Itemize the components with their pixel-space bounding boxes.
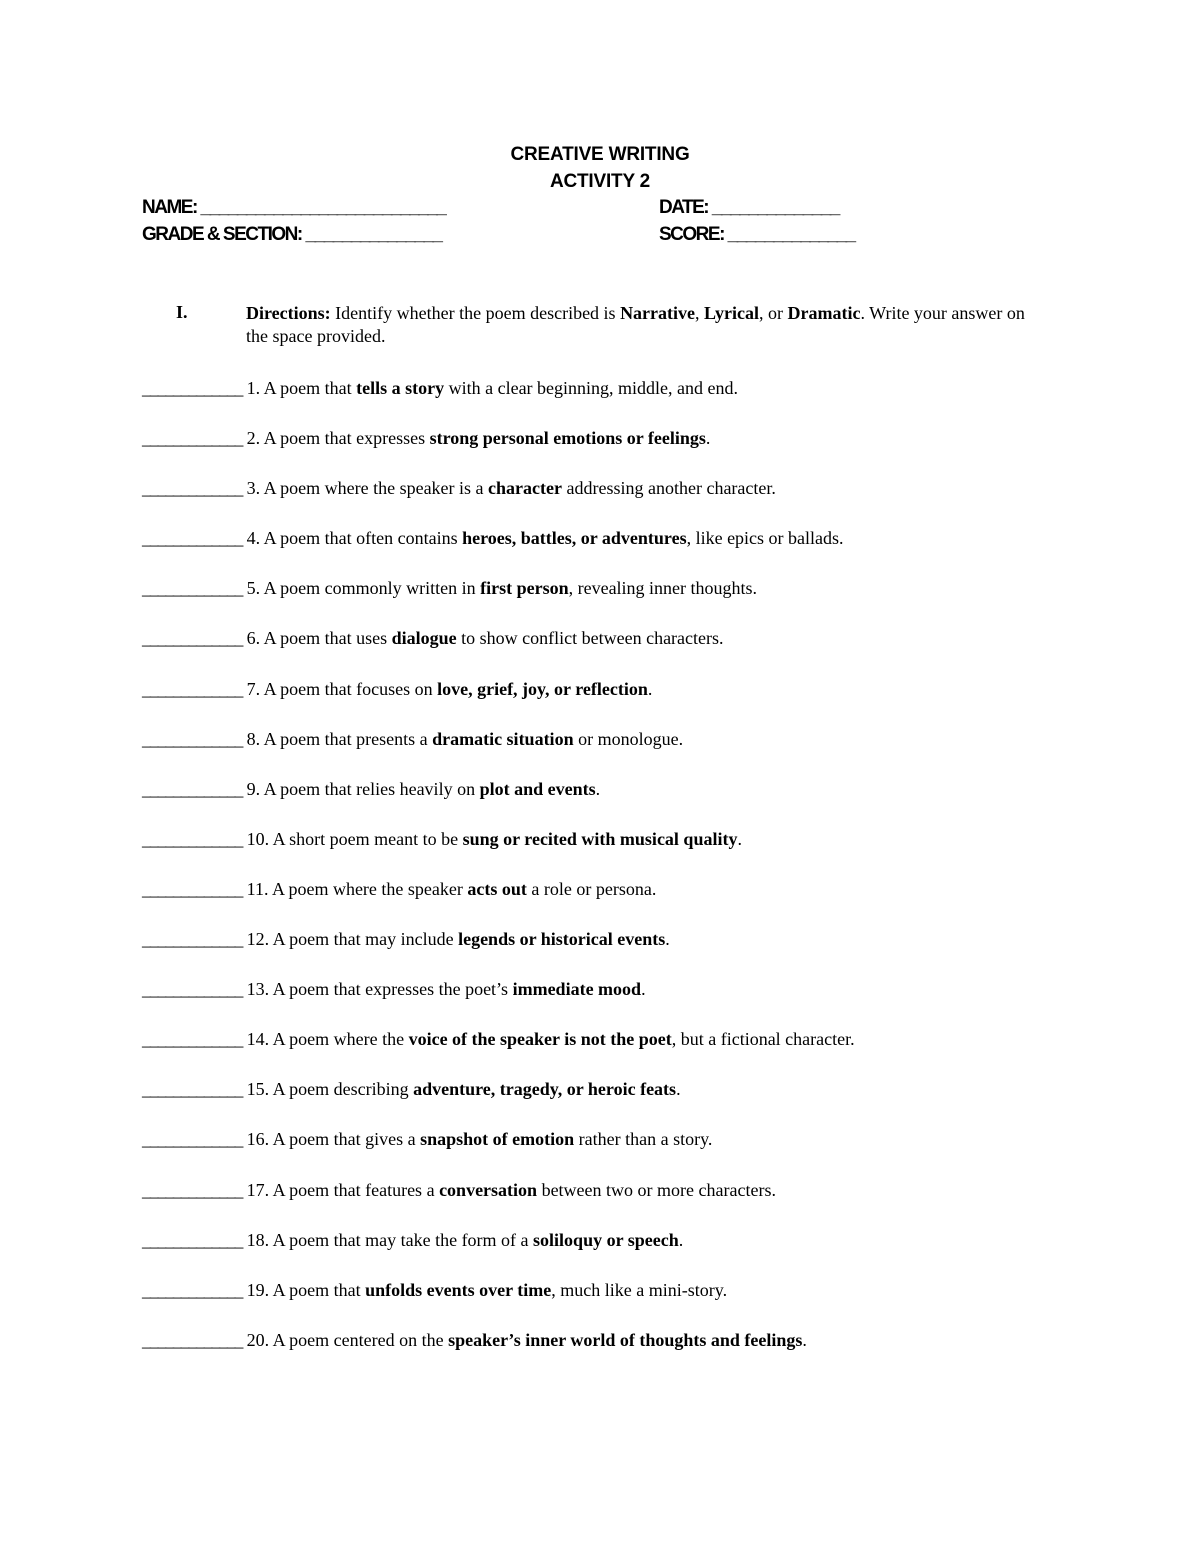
answer-blank[interactable]: _____________ [142,378,243,398]
date-label: DATE: ______________ [659,197,839,218]
question-text: . [705,428,711,449]
question-keyword: character [488,478,562,499]
question-keyword: first person [480,578,569,599]
question-text: . [647,678,653,699]
answer-blank[interactable]: _____________ [142,628,243,649]
question-text: 1. A poem that [242,378,357,398]
answer-blank[interactable]: _____________ [142,979,243,1000]
answer-blank[interactable]: _____________ [142,878,243,899]
question-item [142,526,1142,576]
answer-blank[interactable]: _____________ [142,1229,243,1250]
question-text: 16. A poem that gives a [242,1129,421,1150]
question-text: 8. A poem that presents a [242,728,433,749]
question-text: with a clear beginning, middle, and end. [444,378,739,398]
name-label: NAME: ___________________________ [142,197,446,218]
separator: , or [759,303,788,323]
question-item [142,727,1142,777]
question-text: . [737,828,742,849]
question-text: . [665,929,670,950]
question-keyword: tells a story [356,378,445,398]
term-dramatic: Dramatic [787,303,861,323]
answer-blank[interactable]: _____________ [142,929,243,950]
question-keyword: dialogue [391,628,457,649]
question-text: 20. A poem centered on the [242,1329,449,1350]
directions-text: . Write your answer on the space provided. [246,303,1025,346]
answer-blank[interactable]: _____________ [142,1079,243,1100]
question-text: . [595,778,601,799]
question-text: 7. A poem that focuses on [242,678,438,699]
question-list [142,376,1142,1378]
question-text: , but a fictional character. [671,1029,855,1050]
question-item [142,476,1142,526]
answer-blank[interactable]: _____________ [142,1179,243,1200]
question-keyword: immediate mood [512,979,642,1000]
question-text: to show conflict between characters. [456,628,724,649]
directions-label: Directions: [246,303,331,323]
answer-blank[interactable]: _____________ [142,528,243,549]
question-item [142,827,1142,877]
question-text: . [641,979,646,1000]
question-item [142,426,1142,476]
question-keyword: love, grief, joy, or reflection [437,678,648,699]
question-text: 10. A short poem meant to be [242,828,463,849]
answer-blank[interactable]: _____________ [142,678,243,699]
question-text: 15. A poem describing [242,1079,414,1100]
answer-blank[interactable]: _____________ [142,428,243,449]
answer-blank[interactable]: _____________ [142,778,243,799]
question-text: . [802,1329,807,1350]
question-item [142,877,1142,927]
question-text: a role or persona. [526,878,657,899]
question-keyword: soliloquy or speech [533,1229,679,1250]
grade-section-label: GRADE & SECTION: _______________ [142,224,442,245]
question-text: 14. A poem where the [242,1029,409,1050]
question-keyword: unfolds events over time [365,1279,552,1300]
worksheet-title: CREATIVE WRITING [510,144,690,165]
question-text: , revealing inner thoughts. [568,578,758,599]
score-label: SCORE: ______________ [659,224,855,245]
question-keyword: legends or historical events [458,929,666,950]
answer-blank[interactable]: _____________ [142,828,243,849]
question-text: 11. A poem where the speaker [242,878,468,899]
answer-blank[interactable]: _____________ [142,1029,243,1050]
question-text: . [676,1079,681,1100]
question-text: 6. A poem that uses [242,628,392,649]
question-text: between two or more characters. [537,1179,776,1200]
question-text: or monologue. [573,728,684,749]
question-item [142,1278,1142,1328]
question-keyword: dramatic situation [432,728,574,749]
question-text: 19. A poem that [242,1279,366,1300]
question-item [142,1127,1142,1177]
question-item [142,1027,1142,1077]
question-text: addressing another character. [562,478,776,499]
question-item [142,576,1142,626]
question-text: 17. A poem that features a [242,1179,440,1200]
question-text: 3. A poem where the speaker is a [242,478,489,499]
answer-blank[interactable]: _____________ [142,1329,243,1350]
question-keyword: plot and events [479,778,596,799]
date-field[interactable] [659,197,839,219]
question-text: . [678,1229,684,1250]
directions [246,302,1046,348]
question-item [142,1077,1142,1127]
answer-blank[interactable]: _____________ [142,578,243,599]
section-number: I. [176,302,188,322]
term-narrative: Narrative [620,303,696,323]
activity-subtitle: ACTIVITY 2 [549,171,651,192]
question-item [142,626,1142,676]
question-text: 12. A poem that may include [242,929,459,950]
score-field[interactable] [659,224,855,246]
question-keyword: conversation [439,1179,538,1200]
question-text: 13. A poem that expresses the poet’s [242,979,513,1000]
question-item [142,777,1142,827]
question-text: 18. A poem that may take the form of a [242,1229,534,1250]
question-keyword: snapshot of emotion [420,1129,575,1150]
question-keyword: voice of the speaker is not the poet [408,1029,672,1050]
question-text: rather than a story. [574,1129,713,1150]
directions-text: Identify whether the poem described is [330,303,621,323]
question-keyword: strong personal emotions or feelings [429,428,706,449]
question-item [142,677,1142,727]
question-item [142,1328,1142,1378]
question-item [142,977,1142,1027]
question-item [142,927,1142,977]
question-text: 9. A poem that relies heavily on [242,778,480,799]
question-item [142,376,1142,426]
question-item [142,1178,1142,1228]
question-keyword: sung or recited with musical quality [462,828,738,849]
question-text: , much like a mini-story. [551,1279,728,1300]
question-keyword: adventure, tragedy, or heroic feats [413,1079,677,1100]
answer-blank[interactable]: _____________ [142,1279,243,1300]
answer-blank[interactable]: _____________ [142,478,243,499]
answer-blank[interactable]: _____________ [142,728,243,749]
term-lyrical: Lyrical [704,303,760,323]
grade-section-field[interactable] [142,224,441,246]
question-text: 4. A poem that often contains [242,528,463,549]
answer-blank[interactable]: _____________ [142,1129,243,1150]
name-field[interactable] [142,197,445,219]
question-text: 5. A poem commonly written in [242,578,481,599]
question-keyword: acts out [467,878,527,899]
question-keyword: speaker’s inner world of thoughts and feelings [448,1329,803,1350]
question-text: , like epics or ballads. [686,528,844,549]
question-keyword: heroes, battles, or adventures [462,528,687,549]
question-item [142,1228,1142,1278]
question-text: 2. A poem that expresses [242,428,430,449]
separator: , [695,303,705,323]
